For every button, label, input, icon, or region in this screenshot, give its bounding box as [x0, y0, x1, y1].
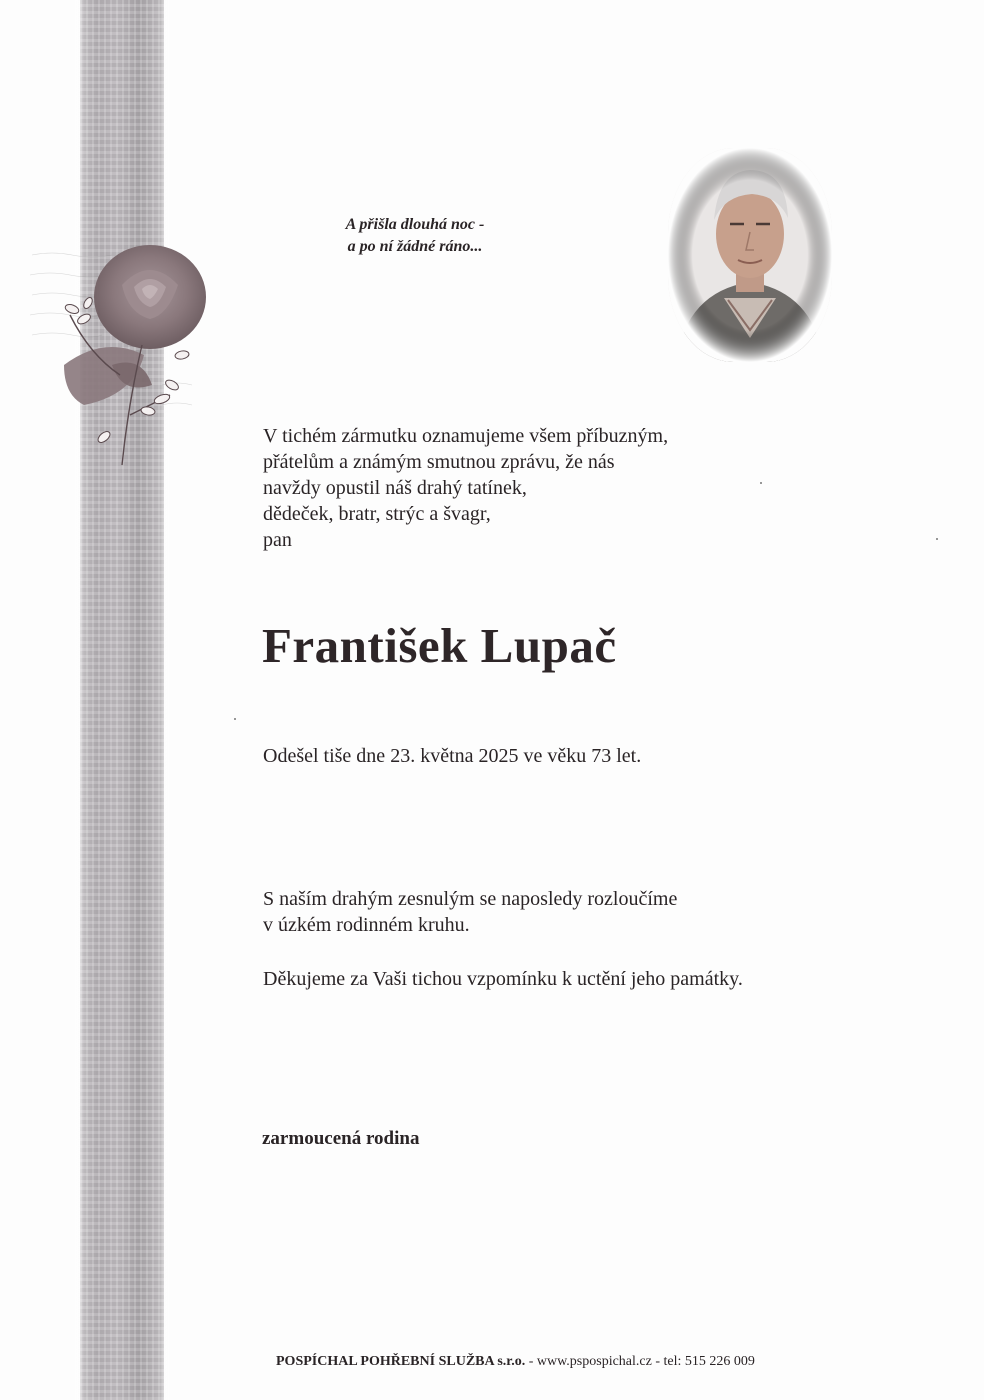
footer: [276, 1354, 755, 1370]
portrait-photo: [668, 148, 832, 362]
farewell: [263, 886, 677, 938]
announcement-line: V tichém zármutku oznamujeme všem příbuzným,: [263, 425, 669, 447]
deceased-name: František Lupač: [262, 618, 617, 673]
quote-line-1: A přišla dlouhá noc -: [345, 216, 485, 233]
thanks-text: Děkujeme za Vaši tichou vzpomínku k uctění jeho památky.: [263, 968, 743, 990]
announcement-line: dědeček, bratr, strýc a švagr,: [263, 503, 491, 525]
speck: [936, 538, 938, 540]
footer-company: POSPÍCHAL POHŘEBNÍ SLUŽBA s.r.o.: [276, 1354, 526, 1369]
signature: zarmoucená rodina: [262, 1128, 420, 1149]
announcement: [263, 423, 668, 553]
farewell-line: v úzkém rodinném kruhu.: [263, 914, 470, 936]
speck: [760, 482, 762, 484]
speck: [234, 718, 236, 720]
announcement-line: navždy opustil náš drahý tatínek,: [263, 477, 527, 499]
quote-line-2: a po ní žádné ráno...: [347, 238, 483, 255]
death-notice: Odešel tiše dne 23. května 2025 ve věku 73 let.: [263, 745, 642, 767]
footer-contact: - www.pspospichal.cz - tel: 515 226 009: [525, 1354, 755, 1369]
farewell-line: S naším drahým zesnulým se naposledy rozloučíme: [263, 888, 678, 910]
announcement-line: pan: [263, 529, 292, 551]
decorative-band: [80, 0, 164, 1400]
announcement-line: přátelům a známým smutnou zprávu, že nás: [263, 451, 615, 473]
quote: [300, 214, 530, 258]
rose-icon: [22, 215, 222, 475]
